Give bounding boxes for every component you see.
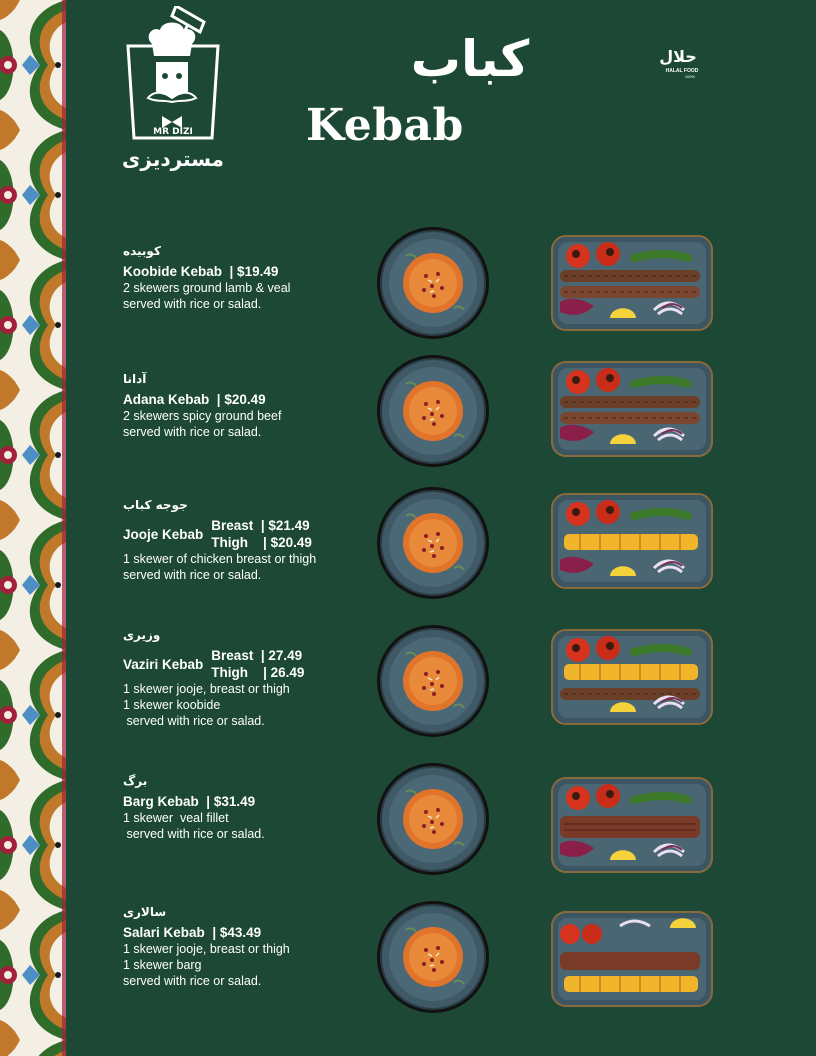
kebab-plate-image [550,628,714,726]
item-price: | $19.49 [229,264,279,279]
item-name-price [123,263,353,280]
item-name-farsi: جوجه کباب [123,498,188,512]
kebab-plate-image [550,360,714,458]
kebab-plate-image [550,234,714,332]
option-label: Thigh [211,535,249,550]
item-name-price [123,924,353,941]
page-title-farsi: کباب [410,30,530,88]
item-name-farsi: کوبیده [123,244,161,258]
side-dish-bowl-image [376,486,490,600]
logo-brand-fa: مستردیزی [122,147,224,171]
item-name: Salari Kebab [123,925,205,940]
item-name-options [123,517,353,551]
item-price: | $43.49 [212,925,262,940]
item-name-options [123,647,353,681]
side-dish-bowl-image [376,624,490,738]
halal-arabic: حلال [659,47,697,66]
item-name: Jooje Kebab [123,526,204,542]
menu-item-vaziri [123,628,353,729]
item-name: Barg Kebab [123,794,199,809]
item-description: 1 skewer jooje, breast or thigh 1 skewer barg served with rice or salad. [123,942,290,988]
item-description: 1 skewer of chicken breast or thigh served with rice or salad. [123,552,317,582]
option-label: Thigh [211,665,249,680]
option-price: | 27.49 [260,648,303,663]
option-price: | $21.49 [260,518,310,533]
option-label: Breast [211,648,254,663]
menu-item-adana [123,372,353,440]
option-label: Breast [211,518,254,533]
kebab-plate-image [550,492,714,590]
option-price: | 26.49 [263,665,305,680]
halal-food-label: HALAL FOOD [665,68,699,74]
kebab-plate-image [550,776,714,874]
menu-item-koobide [123,244,353,312]
menu-item-salari [123,905,353,989]
item-name: Koobide Kebab [123,264,223,279]
menu-item-jooje [123,498,353,583]
side-dish-bowl-image [376,354,490,468]
item-name-farsi: آدانا [123,372,147,386]
item-name-price [123,391,353,408]
item-options [211,647,304,681]
page-title: Kebab [306,100,464,151]
item-price: | $31.49 [206,794,256,809]
item-description: 2 skewers ground lamb & veal served with rice or salad. [123,281,291,311]
halal-emblem [638,34,712,98]
item-description: 1 skewer veal fillet served with rice or salad. [123,811,265,841]
item-description: 1 skewer jooje, breast or thigh 1 skewer koobide served with rice or salad. [123,682,290,728]
option-price: | $20.49 [263,535,312,550]
decorative-tile-border [0,0,66,1056]
side-dish-bowl-image [376,762,490,876]
item-description: 2 skewers spicy ground beef served with rice or salad. [123,409,282,439]
logo-badge-text: MR DIZI [153,127,193,137]
kebab-plate-image [550,910,714,1008]
item-name-price [123,793,353,810]
item-price: | $20.49 [216,392,266,407]
menu-item-barg [123,774,353,842]
item-name-farsi: وزیری [123,628,161,642]
item-name-farsi: برگ [123,774,148,788]
side-dish-bowl-image [376,900,490,1014]
halal-percent: 100% [684,74,696,79]
item-name: Vaziri Kebab [123,656,204,672]
item-options [211,517,312,551]
item-name: Adana Kebab [123,392,210,407]
item-name-farsi: سالاری [123,905,167,919]
side-dish-bowl-image [376,226,490,340]
mr-dizi-logo [118,6,228,176]
